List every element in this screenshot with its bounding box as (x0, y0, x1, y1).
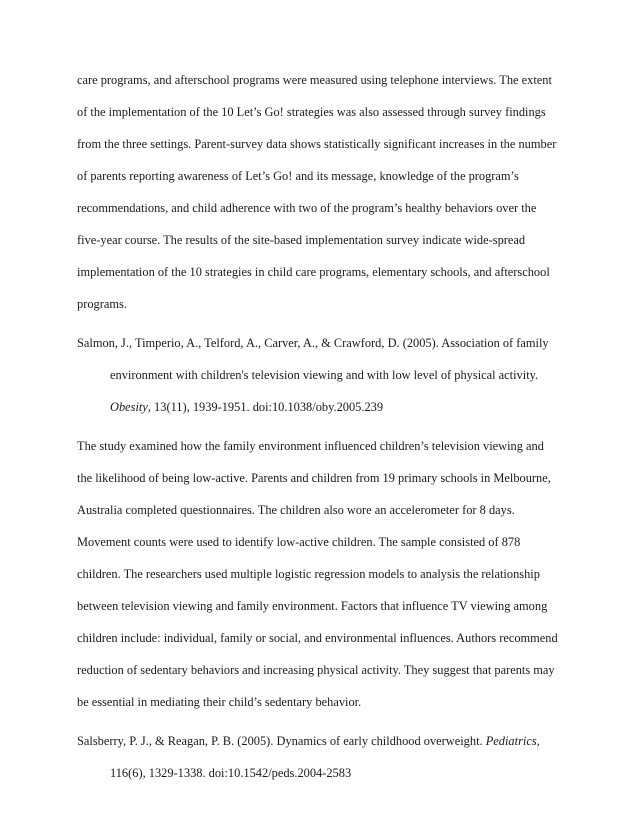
reference-line: environment with children's television viewing and with low level of physical activity. (110, 368, 539, 382)
paragraph-line: from the three settings. Parent-survey data shows statistically significant increases in the number (77, 137, 557, 151)
paragraph-line: between television viewing and family environment. Factors that influence TV viewing among (77, 599, 548, 613)
reference-authors: Salsberry, P. J., & Reagan, P. B. (2005). Dynamics of early childhood overweight. (77, 734, 486, 748)
paragraph-line: reduction of sedentary behaviors and increasing physical activity. They suggest that parents may (77, 663, 555, 677)
journal-title: Obesity (110, 400, 148, 414)
reference-line (110, 399, 383, 415)
paragraph-line: programs. (77, 297, 127, 311)
reference-line: Salmon, J., Timperio, A., Telford, A., Carver, A., & Crawford, D. (2005). Association of family (77, 336, 549, 350)
paragraph-line: of the implementation of the 10 Let’s Go! strategies was also assessed through survey findings (77, 105, 546, 119)
paragraph-line: children include: individual, family or social, and environmental influences. Authors recommend (77, 631, 558, 645)
reference-punctuation: , (536, 734, 540, 748)
reference-line: 116(6), 1329-1338. doi:10.1542/peds.2004-2583 (110, 766, 352, 780)
paragraph-line: children. The researchers used multiple logistic regression models to analysis the relationship (77, 567, 540, 581)
paragraph-line: of parents reporting awareness of Let’s Go! and its message, knowledge of the program’s (77, 169, 519, 183)
paragraph-line: The study examined how the family environment influenced children’s television viewing and (77, 439, 544, 453)
journal-title: Pediatrics (485, 734, 537, 748)
paragraph-line: care programs, and afterschool programs were measured using telephone interviews. The extent (77, 73, 552, 87)
reference-line (77, 733, 540, 749)
paragraph-line: Australia completed questionnaires. The children also wore an accelerometer for 8 days. (77, 503, 515, 517)
paragraph-line: implementation of the 10 strategies in child care programs, elementary schools, and afterschool (77, 265, 550, 279)
paragraph-line: Movement counts were used to identify low-active children. The sample consisted of 878 (77, 535, 521, 549)
paragraph-line: the likelihood of being low-active. Parents and children from 19 primary schools in Melbourne, (77, 471, 551, 485)
reference-citation: , 13(11), 1939-1951. doi:10.1038/oby.2005.239 (147, 400, 384, 414)
paragraph-line: five-year course. The results of the site-based implementation survey indicate wide-spread (77, 233, 526, 247)
paragraph-line: be essential in mediating their child’s sedentary behavior. (77, 695, 362, 709)
paragraph-line: recommendations, and child adherence with two of the program’s healthy behaviors over the (77, 201, 537, 215)
